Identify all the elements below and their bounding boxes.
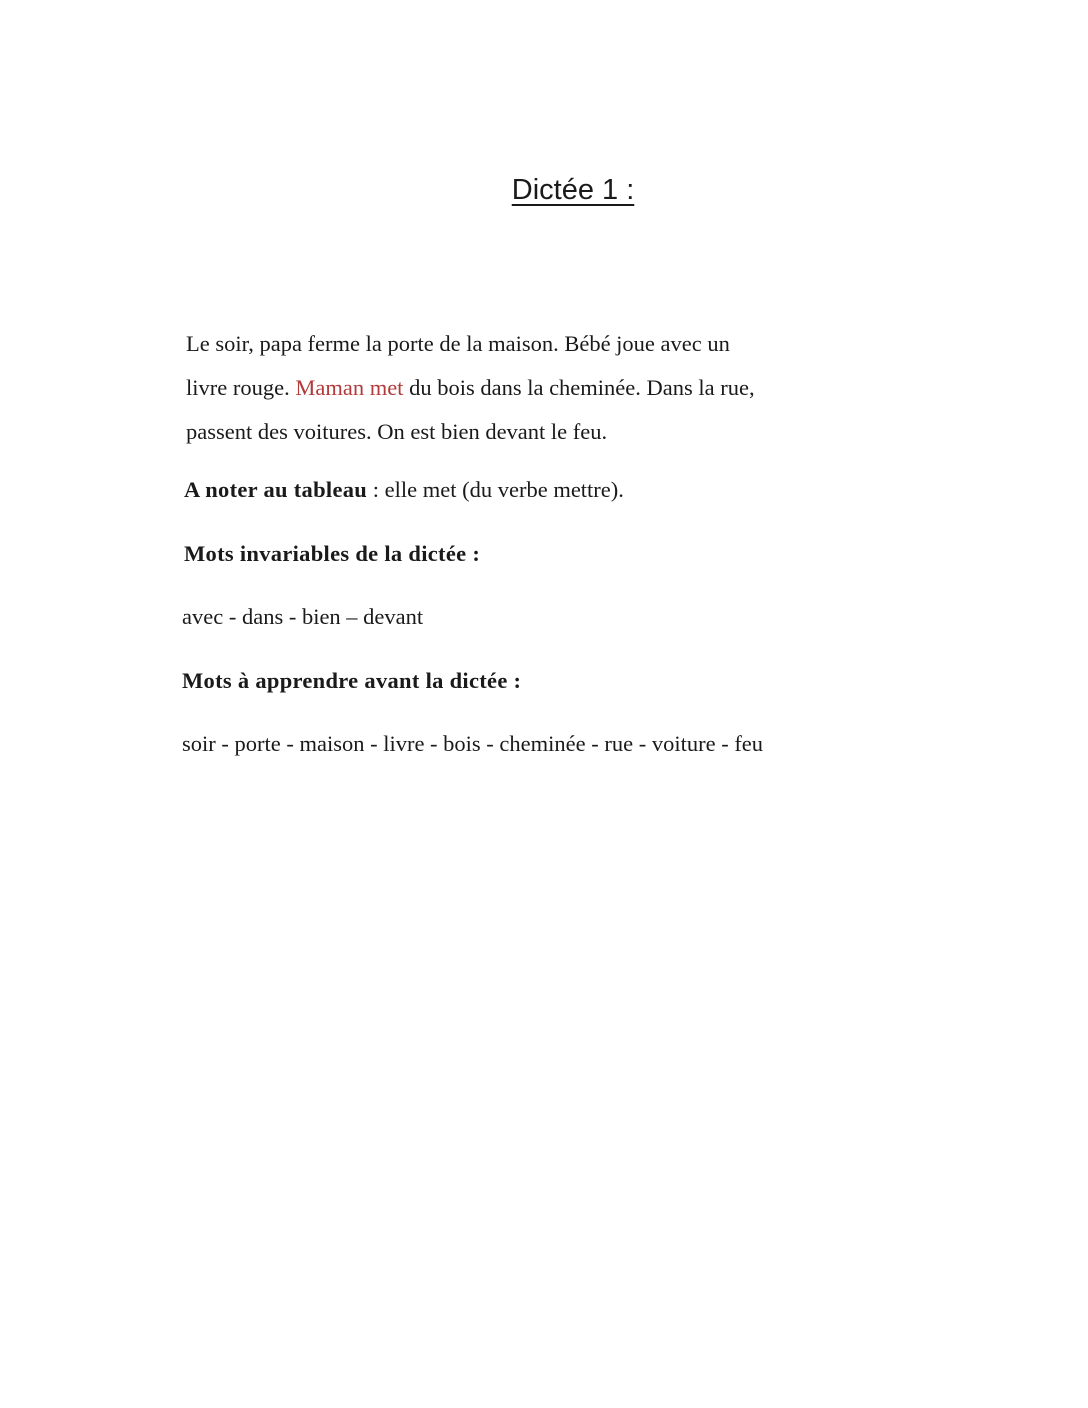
dictation-text — [186, 322, 906, 454]
words-to-learn-heading: Mots à apprendre avant la dictée : — [182, 668, 522, 693]
invariable-words-heading: Mots invariables de la dictée : — [184, 541, 481, 566]
page-title: Dictée 1 : — [511, 174, 635, 206]
board-note-text: : elle met (du verbe mettre). — [367, 477, 624, 502]
invariable-words-list: avec - dans - bien – devant — [182, 604, 424, 629]
dictation-line-3: passent des voitures. On est bien devant le feu. — [186, 419, 608, 444]
dictation-line-2-start: livre rouge. — [186, 375, 296, 400]
board-note — [184, 477, 624, 503]
dictation-line-2 — [186, 366, 906, 410]
dictation-line-1: Le soir, papa ferme la porte de la maison. Bébé joue avec un — [186, 331, 730, 356]
board-note-label: A noter au tableau — [184, 477, 368, 502]
highlighted-phrase: Maman met — [295, 375, 404, 400]
words-to-learn-list: soir - porte - maison - livre - bois - cheminée - rue - voiture - feu — [182, 731, 764, 756]
dictation-line-2-end: du bois dans la cheminée. Dans la rue, — [403, 375, 755, 400]
